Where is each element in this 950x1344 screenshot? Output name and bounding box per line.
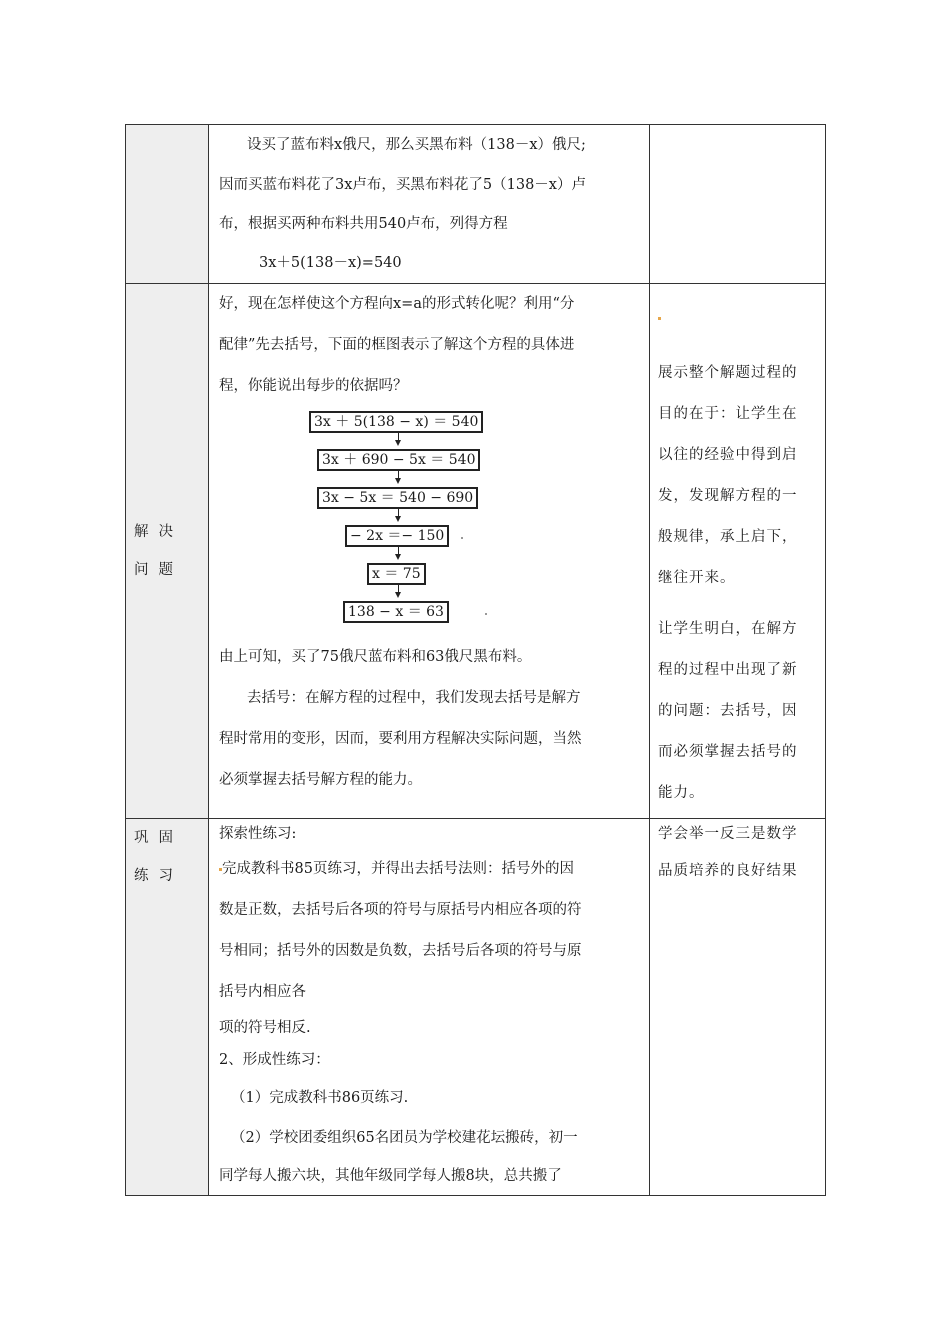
note-line: 让学生明白，在解方 bbox=[658, 621, 798, 637]
text-line: 程，你能说出每步的依据吗？ bbox=[219, 378, 408, 394]
flow-step-box: 138 − x ＝ 63 bbox=[343, 601, 449, 623]
arrow-head-icon bbox=[395, 478, 401, 484]
text-line: 2、形成性练习： bbox=[219, 1052, 330, 1068]
flow-step-box: x ＝ 75 bbox=[367, 563, 426, 585]
note-line: 程的过程中出现了新 bbox=[658, 662, 798, 678]
lesson-plan-table bbox=[125, 124, 826, 1196]
content-cell bbox=[209, 125, 650, 284]
text-line: 程时常用的变形，因而，要利用方程解决实际问题，当然 bbox=[219, 731, 582, 747]
flow-step-box: − 2x ＝− 150 bbox=[345, 525, 449, 547]
note-line: 般规律，承上启下， bbox=[658, 529, 798, 545]
note-line: 发，发现解方程的一 bbox=[658, 488, 798, 504]
flow-step-box: 3x − 5x ＝ 540 − 690 bbox=[317, 487, 478, 509]
note-line: 学会举一反三是数学 bbox=[658, 826, 798, 842]
arrow-head-icon bbox=[395, 554, 401, 560]
marker-dot bbox=[658, 317, 661, 320]
text-line: （1）完成教科书86页练习. bbox=[231, 1090, 409, 1106]
content-cell bbox=[209, 284, 650, 819]
arrow-head-icon bbox=[395, 592, 401, 598]
text-line: 数是正数，去括号后各项的符号与原括号内相应各项的符 bbox=[219, 902, 582, 918]
solution-flowchart bbox=[219, 411, 643, 629]
note-line: 的问题：去括号，因 bbox=[658, 703, 798, 719]
table-row bbox=[126, 284, 826, 819]
text-line: 布，根据买两种布料共用540卢布，列得方程 bbox=[219, 216, 508, 232]
note-cell bbox=[650, 284, 826, 819]
note-line: 展示整个解题过程的 bbox=[658, 365, 798, 381]
note-line: 而必须掌握去括号的 bbox=[658, 744, 798, 760]
text-line: 必须掌握去括号解方程的能力。 bbox=[219, 772, 422, 788]
text-line: 号相同；括号外的因数是负数，去括号后各项的符号与原 bbox=[219, 943, 582, 959]
note-cell bbox=[650, 125, 826, 284]
text-line: 由上可知，买了75俄尺蓝布料和63俄尺黑布料。 bbox=[219, 649, 532, 665]
arrow-head-icon bbox=[395, 440, 401, 446]
text-line: 好，现在怎样使这个方程向x=a的形式转化呢？利用“分 bbox=[219, 296, 575, 312]
stage-cell bbox=[126, 284, 209, 819]
stage-label: 解决问题 bbox=[134, 524, 183, 578]
note-line: 品质培养的良好结果 bbox=[658, 863, 798, 879]
flow-step-box: 3x ＋ 5(138 − x) ＝ 540 bbox=[309, 411, 483, 433]
text-line: 配律”先去括号，下面的框图表示了解这个方程的具体进 bbox=[219, 337, 575, 353]
equation-line: 3x＋5(138－x)=540 bbox=[259, 255, 402, 271]
arrow-head-icon bbox=[395, 516, 401, 522]
text-line: 探索性练习: bbox=[219, 826, 297, 842]
text-line: 完成教科书85页练习，并得出去括号法则：括号外的因 bbox=[219, 849, 643, 890]
table-row bbox=[126, 819, 826, 1196]
note-line: 以往的经验中得到启 bbox=[658, 447, 798, 463]
note-cell bbox=[650, 819, 826, 1196]
note-line: 目的在于：让学生在 bbox=[658, 406, 798, 422]
stage-cell bbox=[126, 819, 209, 1196]
text-line: 同学每人搬六块，其他年级同学每人搬8块，总共搬了 bbox=[219, 1168, 562, 1184]
stage-label: 巩固练习 bbox=[134, 830, 183, 884]
flow-step-box: 3x ＋ 690 − 5x ＝ 540 bbox=[317, 449, 480, 471]
text-line: 去括号：在解方程的过程中，我们发现去括号是解方 bbox=[247, 690, 581, 706]
text-line: 因而买蓝布料花了3x卢布，买黑布料花了5（138－x）卢 bbox=[219, 177, 586, 193]
text-line: （2）学校团委组织65名团员为学校建花坛搬砖，初一 bbox=[231, 1130, 578, 1146]
table-row bbox=[126, 125, 826, 284]
text-line: 设买了蓝布料x俄尺，那么买黑布料（138－x）俄尺; bbox=[247, 137, 586, 153]
stage-cell bbox=[126, 125, 209, 284]
note-line: 能力。 bbox=[658, 785, 705, 801]
text-line: 项的符号相反. bbox=[219, 1020, 311, 1036]
note-line: 继往开来。 bbox=[658, 570, 736, 586]
content-cell bbox=[209, 819, 650, 1196]
text-line: 括号内相应各 bbox=[219, 984, 306, 1000]
